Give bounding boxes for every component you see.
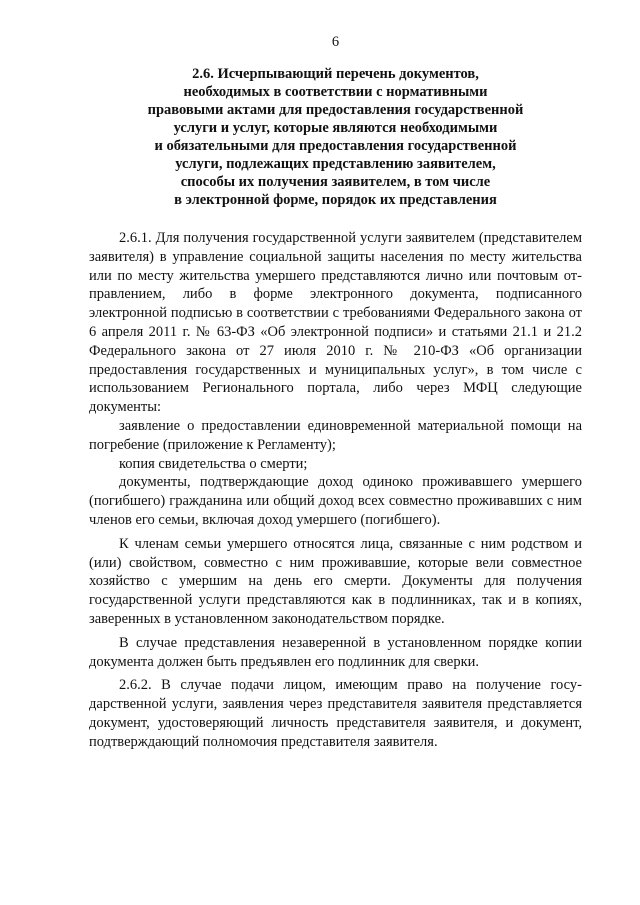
list-item-application: заявление о предоставлении единовременной материальной помощи на погребение (приложение к Регламенту); <box>89 417 582 453</box>
section-heading <box>89 65 582 209</box>
page-number: 6 <box>331 34 340 50</box>
heading-line: в электронной форме, порядок их представления <box>174 192 497 208</box>
heading-line: и обязательными для предоставления государственной <box>154 138 517 154</box>
heading-line: услуги, подлежащих представлению заявителем, <box>175 156 496 172</box>
paragraph-unverified-copy: В случае представления незаверенной в установленном порядке копии документа должен быть предъявлен его подлинник для сверки. <box>89 634 582 670</box>
paragraph-2-6-2: 2.6.2. В случае подачи лицом, имеющим право на получение государственной услуги, заявления через представителя заявителя представляется документ, удостоверяющий личность представителя заявителя, и документ, подтверждающий полномочия представителя заявителя. <box>89 677 582 750</box>
heading-line: 2.6. Исчерпывающий перечень документов, <box>192 66 479 82</box>
heading-line: правовыми актами для предоставления государственной <box>147 102 524 118</box>
paragraph-family-members: К членам семьи умершего относятся лица, связанные с ним родством и (или) свойством, совместно с ним проживавшие, которые вели совместное хозяйство с умершим на день его смерти. Документы для получения государственной услуги представляются как в подлинниках, так и в копиях, заверенных в установленном законодательством порядке. <box>89 535 582 627</box>
document-body <box>89 229 582 752</box>
heading-line: необходимых в соответствии с нормативными <box>183 84 488 100</box>
heading-line: способы их получения заявителем, в том числе <box>180 174 491 190</box>
paragraph-2-6-1: 2.6.1. Для получения государственной услуги заявителем (представителем заявителя) в управление социальной защиты населения по месту жительства или по месту жительства умершего представляются лично или почтовым отправлением, либо в форме электронного документа, подписанного электронной подписью в соответствии с требованиями Федерального закона от 6 апреля 2011 г. № 63-ФЗ «Об электронной подписи» и статьями 21.1 и 21.2 Федерального закона от 27 июля 2010 г. № 210-ФЗ «Об организации предоставления государственных и муниципальных услуг», в том числе с использованием Регионального портала, либо через МФЦ следующие документы: <box>89 230 582 416</box>
list-item-income-documents: документы, подтверждающие доход одиноко проживавшего умершего (погибшего) гражданина или общий доход всех совместно проживавших с ним членов его семьи, включая доход умершего (погибшего). <box>89 474 582 528</box>
list-item-death-certificate: копия свидетельства о смерти; <box>119 455 308 472</box>
heading-line: услуги и услуг, которые являются необходимыми <box>173 120 498 136</box>
